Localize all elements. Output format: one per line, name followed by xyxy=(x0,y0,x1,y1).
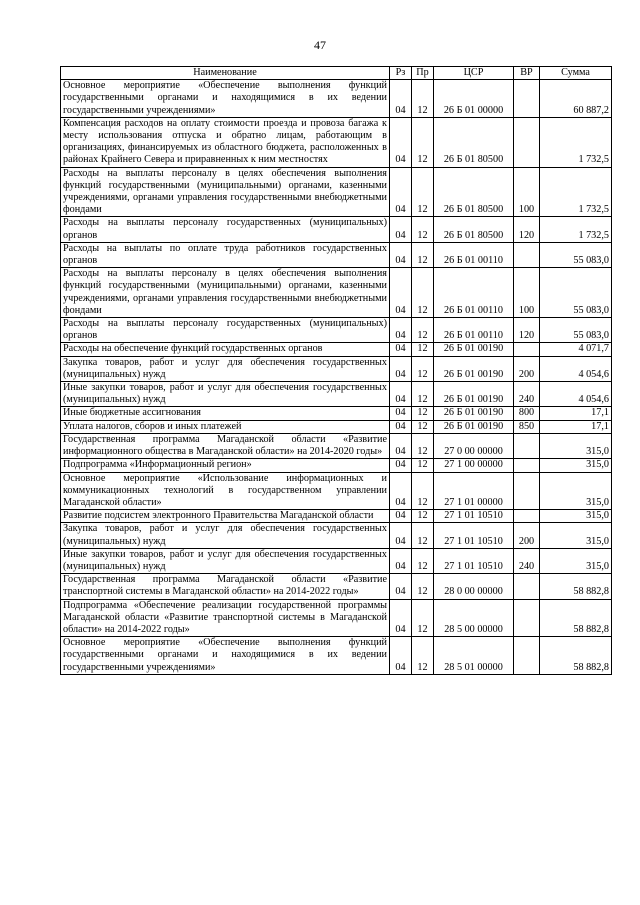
cell-csr: 26 Б 01 00190 xyxy=(434,420,514,433)
column-header-rz: Рз xyxy=(390,67,412,80)
cell-rz: 04 xyxy=(390,420,412,433)
cell-vr: 800 xyxy=(514,407,540,420)
cell-rz: 04 xyxy=(390,510,412,523)
table-row xyxy=(61,510,612,523)
cell-vr xyxy=(514,599,540,637)
cell-vr xyxy=(514,343,540,356)
table-row xyxy=(61,318,612,343)
cell-pr: 12 xyxy=(412,268,434,318)
cell-csr: 26 Б 01 00110 xyxy=(434,242,514,267)
cell-pr: 12 xyxy=(412,637,434,675)
cell-rz: 04 xyxy=(390,548,412,573)
cell-rz: 04 xyxy=(390,472,412,510)
cell-rz: 04 xyxy=(390,117,412,167)
cell-csr: 27 1 01 00000 xyxy=(434,472,514,510)
cell-name: Развитие подсистем электронного Правительства Магаданской области xyxy=(61,510,390,523)
cell-pr: 12 xyxy=(412,523,434,548)
table-row xyxy=(61,637,612,675)
table-header-row xyxy=(61,67,612,80)
column-header-name: Наименование xyxy=(61,67,390,80)
cell-pr: 12 xyxy=(412,343,434,356)
cell-rz: 04 xyxy=(390,318,412,343)
table-row xyxy=(61,420,612,433)
page-number: 47 xyxy=(314,38,326,52)
cell-name: Иные закупки товаров, работ и услуг для обеспечения государственных (муниципальных) нужд xyxy=(61,382,390,407)
cell-vr: 120 xyxy=(514,318,540,343)
table-row xyxy=(61,217,612,242)
cell-sum: 55 083,0 xyxy=(540,242,612,267)
cell-name: Расходы на выплаты по оплате труда работников государственных органов xyxy=(61,242,390,267)
cell-sum: 60 887,2 xyxy=(540,80,612,118)
cell-pr: 12 xyxy=(412,548,434,573)
cell-name: Уплата налогов, сборов и иных платежей xyxy=(61,420,390,433)
column-header-csr: ЦСР xyxy=(434,67,514,80)
cell-pr: 12 xyxy=(412,599,434,637)
cell-sum: 315,0 xyxy=(540,548,612,573)
cell-name: Расходы на выплаты персоналу государственных (муниципальных) органов xyxy=(61,318,390,343)
cell-pr: 12 xyxy=(412,459,434,472)
table-row xyxy=(61,599,612,637)
table-row xyxy=(61,433,612,458)
table-row xyxy=(61,167,612,217)
cell-rz: 04 xyxy=(390,407,412,420)
cell-name: Подпрограмма «Информационный регион» xyxy=(61,459,390,472)
cell-vr: 850 xyxy=(514,420,540,433)
cell-pr: 12 xyxy=(412,242,434,267)
column-header-pr: Пр xyxy=(412,67,434,80)
cell-rz: 04 xyxy=(390,268,412,318)
column-header-vr: ВР xyxy=(514,67,540,80)
table-row xyxy=(61,407,612,420)
cell-sum: 315,0 xyxy=(540,459,612,472)
table-row xyxy=(61,117,612,167)
cell-sum: 58 882,8 xyxy=(540,574,612,599)
cell-name: Иные бюджетные ассигнования xyxy=(61,407,390,420)
cell-rz: 04 xyxy=(390,382,412,407)
cell-name: Государственная программа Магаданской области «Развитие информационного общества в Магаданской области» на 2014-2020 годы» xyxy=(61,433,390,458)
cell-name: Расходы на выплаты персоналу в целях обеспечения выполнения функций государственными (муниципальными) органами, казенными учреждениями, органами управления государственными внебюджетными фондами xyxy=(61,268,390,318)
cell-csr: 27 1 00 00000 xyxy=(434,459,514,472)
cell-rz: 04 xyxy=(390,167,412,217)
cell-csr: 27 1 01 10510 xyxy=(434,523,514,548)
cell-rz: 04 xyxy=(390,343,412,356)
cell-vr: 200 xyxy=(514,356,540,381)
cell-rz: 04 xyxy=(390,574,412,599)
cell-rz: 04 xyxy=(390,523,412,548)
cell-sum: 17,1 xyxy=(540,407,612,420)
cell-vr: 200 xyxy=(514,523,540,548)
cell-rz: 04 xyxy=(390,356,412,381)
cell-csr: 27 0 00 00000 xyxy=(434,433,514,458)
cell-vr xyxy=(514,459,540,472)
cell-csr: 26 Б 01 00190 xyxy=(434,382,514,407)
cell-sum: 4 071,7 xyxy=(540,343,612,356)
table-row xyxy=(61,574,612,599)
table-row xyxy=(61,268,612,318)
cell-sum: 1 732,5 xyxy=(540,167,612,217)
cell-vr xyxy=(514,242,540,267)
cell-sum: 1 732,5 xyxy=(540,117,612,167)
cell-pr: 12 xyxy=(412,382,434,407)
cell-csr: 27 1 01 10510 xyxy=(434,510,514,523)
cell-rz: 04 xyxy=(390,637,412,675)
cell-pr: 12 xyxy=(412,472,434,510)
cell-vr xyxy=(514,472,540,510)
table-row xyxy=(61,548,612,573)
cell-csr: 26 Б 01 80500 xyxy=(434,217,514,242)
cell-csr: 26 Б 01 00190 xyxy=(434,343,514,356)
cell-rz: 04 xyxy=(390,217,412,242)
cell-vr xyxy=(514,510,540,523)
cell-name: Закупка товаров, работ и услуг для обеспечения государственных (муниципальных) нужд xyxy=(61,356,390,381)
cell-name: Расходы на выплаты персоналу государственных (муниципальных) органов xyxy=(61,217,390,242)
table-row xyxy=(61,459,612,472)
cell-sum: 315,0 xyxy=(540,523,612,548)
cell-pr: 12 xyxy=(412,217,434,242)
cell-vr: 100 xyxy=(514,268,540,318)
cell-csr: 26 Б 01 00190 xyxy=(434,356,514,381)
cell-csr: 28 0 00 00000 xyxy=(434,574,514,599)
table-body xyxy=(61,80,612,675)
cell-name: Расходы на выплаты персоналу в целях обеспечения выполнения функций государственными (муниципальными) органами, казенными учреждениями, органами управления государственными внебюджетными фондами xyxy=(61,167,390,217)
cell-csr: 26 Б 01 00110 xyxy=(434,268,514,318)
cell-pr: 12 xyxy=(412,318,434,343)
cell-sum: 315,0 xyxy=(540,433,612,458)
cell-vr xyxy=(514,80,540,118)
table-row xyxy=(61,356,612,381)
cell-sum: 58 882,8 xyxy=(540,637,612,675)
cell-name: Расходы на обеспечение функций государственных органов xyxy=(61,343,390,356)
table-row xyxy=(61,382,612,407)
cell-name: Компенсация расходов на оплату стоимости проезда и провоза багажа к месту использования отпуска и обратно лицам, работающим в организациях, финансируемых из областного бюджета, расположенных в районах Крайнего Севера и приравненных к ним местностях xyxy=(61,117,390,167)
cell-vr: 240 xyxy=(514,548,540,573)
cell-sum: 315,0 xyxy=(540,510,612,523)
cell-name: Основное мероприятие «Использование информационных и коммуникационных технологий в государственном управлении Магаданской области» xyxy=(61,472,390,510)
cell-rz: 04 xyxy=(390,459,412,472)
cell-vr xyxy=(514,117,540,167)
cell-csr: 26 Б 01 00190 xyxy=(434,407,514,420)
cell-name: Основное мероприятие «Обеспечение выполнения функций государственными органами и находящимися в их ведении государственными учреждениями» xyxy=(61,80,390,118)
cell-pr: 12 xyxy=(412,574,434,599)
cell-name: Закупка товаров, работ и услуг для обеспечения государственных (муниципальных) нужд xyxy=(61,523,390,548)
column-header-sum: Сумма xyxy=(540,67,612,80)
cell-sum: 55 083,0 xyxy=(540,268,612,318)
cell-name: Основное мероприятие «Обеспечение выполнения функций государственными органами и находящимися в их ведении государственными учреждениями» xyxy=(61,637,390,675)
cell-sum: 1 732,5 xyxy=(540,217,612,242)
cell-pr: 12 xyxy=(412,356,434,381)
cell-pr: 12 xyxy=(412,80,434,118)
cell-vr xyxy=(514,637,540,675)
cell-rz: 04 xyxy=(390,80,412,118)
table-row xyxy=(61,343,612,356)
cell-sum: 58 882,8 xyxy=(540,599,612,637)
cell-pr: 12 xyxy=(412,510,434,523)
cell-vr xyxy=(514,433,540,458)
cell-vr: 240 xyxy=(514,382,540,407)
table-row xyxy=(61,80,612,118)
cell-rz: 04 xyxy=(390,599,412,637)
cell-name: Иные закупки товаров, работ и услуг для обеспечения государственных (муниципальных) нужд xyxy=(61,548,390,573)
cell-vr: 100 xyxy=(514,167,540,217)
cell-csr: 26 Б 01 00110 xyxy=(434,318,514,343)
cell-name: Подпрограмма «Обеспечение реализации государственной программы Магаданской области «Развитие транспортной системы в Магаданской области» на 2014-2022 годы» xyxy=(61,599,390,637)
cell-vr xyxy=(514,574,540,599)
cell-pr: 12 xyxy=(412,420,434,433)
cell-csr: 26 Б 01 00000 xyxy=(434,80,514,118)
cell-sum: 315,0 xyxy=(540,472,612,510)
table-row xyxy=(61,242,612,267)
cell-pr: 12 xyxy=(412,167,434,217)
cell-csr: 28 5 00 00000 xyxy=(434,599,514,637)
budget-table xyxy=(60,66,612,675)
cell-name: Государственная программа Магаданской области «Развитие транспортной системы в Магаданской области» на 2014-2022 годы» xyxy=(61,574,390,599)
cell-pr: 12 xyxy=(412,433,434,458)
cell-rz: 04 xyxy=(390,433,412,458)
cell-sum: 4 054,6 xyxy=(540,356,612,381)
cell-csr: 26 Б 01 80500 xyxy=(434,117,514,167)
cell-csr: 27 1 01 10510 xyxy=(434,548,514,573)
cell-rz: 04 xyxy=(390,242,412,267)
table-row xyxy=(61,472,612,510)
cell-csr: 26 Б 01 80500 xyxy=(434,167,514,217)
table-row xyxy=(61,523,612,548)
cell-pr: 12 xyxy=(412,117,434,167)
cell-pr: 12 xyxy=(412,407,434,420)
cell-sum: 4 054,6 xyxy=(540,382,612,407)
cell-sum: 17,1 xyxy=(540,420,612,433)
cell-csr: 28 5 01 00000 xyxy=(434,637,514,675)
cell-sum: 55 083,0 xyxy=(540,318,612,343)
cell-vr: 120 xyxy=(514,217,540,242)
